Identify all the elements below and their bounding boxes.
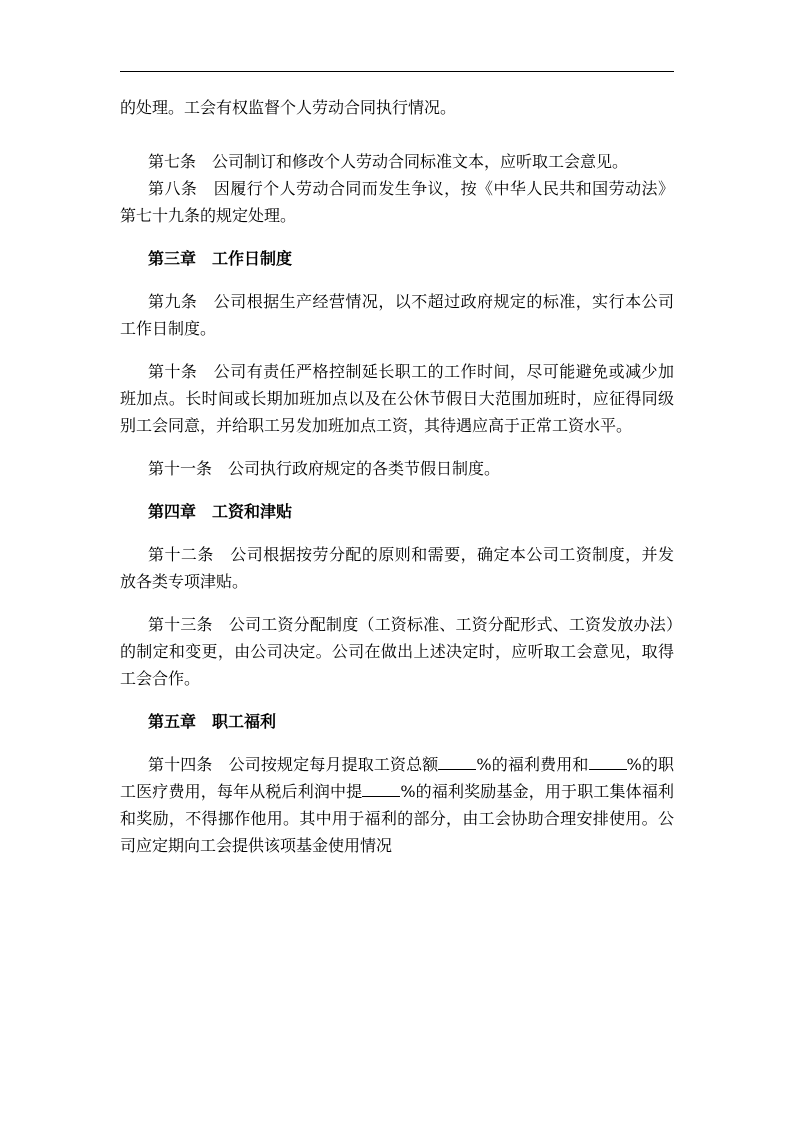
document-body xyxy=(120,94,674,859)
article-11: 第十一条 公司执行政府规定的各类节假日制度。 xyxy=(148,459,501,478)
paragraph-continuation: 的处理。工会有权监督个人劳动合同执行情况。 xyxy=(120,98,457,117)
chapter-3-heading: 第三章 工作日制度 xyxy=(148,249,293,268)
article-8: 第八条 因履行个人劳动合同而发生争议，按《中华人民共和国劳动法》第七十九条的规定处理。 xyxy=(120,179,674,225)
article-14-part-d: %的福利奖励基金，用于职工集体福利和奖励，不得挪作他用。其中用于福利的部分，由工会协助合理安排使用。公司应定期向工会提供该项基金使用情况 xyxy=(120,782,674,855)
article-9: 第九条 公司根据生产经营情况，以不超过政府规定的标准，实行本公司工作日制度。 xyxy=(120,292,674,338)
article-10: 第十条 公司有责任严格控制延长职工的工作时间，尽可能避免或减少加班加点。长时间或长期加班加点以及在公休节假日大范围加班时，应征得同级别工会同意，并给职工另发加班加点工资，其待遇应高于正常工资水平。 xyxy=(120,362,674,435)
article-7: 第七条 公司制订和修改个人劳动合同标准文本，应听取工会意见。 xyxy=(148,152,629,171)
article-14 xyxy=(120,751,674,859)
article-12: 第十二条 公司根据按劳分配的原则和需要，确定本公司工资制度，并发放各类专项津贴。 xyxy=(120,545,674,591)
chapter-4-heading: 第四章 工资和津贴 xyxy=(148,502,293,521)
chapter-5-heading: 第五章 职工福利 xyxy=(148,712,277,731)
fill-blank[interactable] xyxy=(438,755,476,770)
fill-blank[interactable] xyxy=(589,755,627,770)
fill-blank[interactable] xyxy=(362,782,400,797)
header-rule xyxy=(120,71,674,72)
article-14-part-b: %的福利费用和 xyxy=(476,755,589,774)
article-13: 第十三条 公司工资分配制度（工资标准、工资分配形式、工资发放办法）的制定和变更，由公司决定。公司在做出上述决定时，应听取工会意见，取得工会合作。 xyxy=(120,615,674,688)
article-14-part-a: 第十四条 公司按规定每月提取工资总额 xyxy=(148,755,439,774)
article-14-part-c: %的职工医疗费用，每年从税后利润中提 xyxy=(120,755,674,801)
